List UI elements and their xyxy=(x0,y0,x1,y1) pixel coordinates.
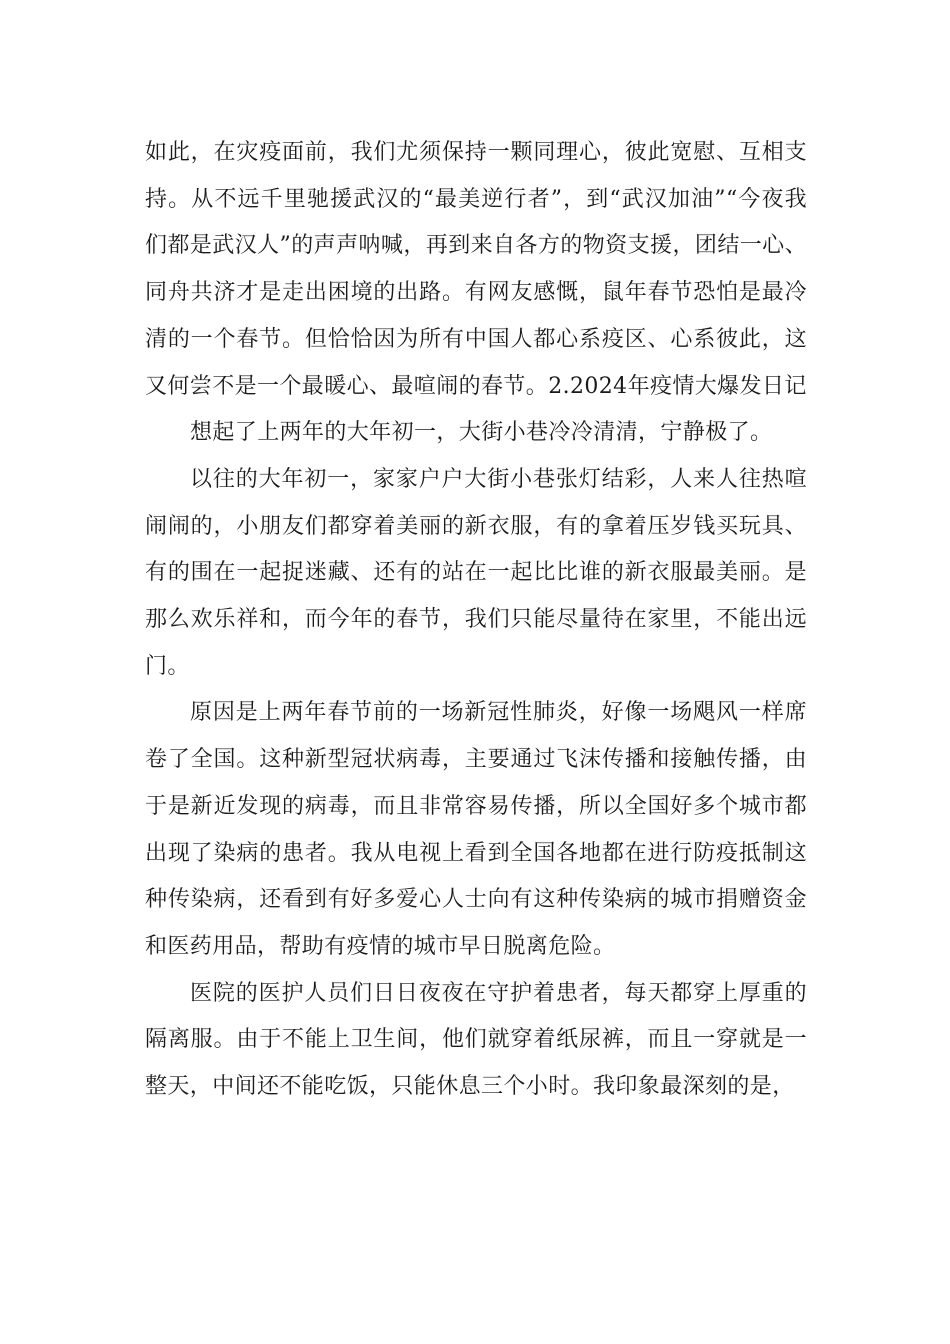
paragraph-5: 医院的医护人员们日日夜夜在守护着患者，每天都穿上厚重的隔离服。由于不能上卫生间，他们就穿着纸尿裤，而且一穿就是一整天，中间还不能吃饭，只能休息三个小时。我印象最深刻的是， xyxy=(145,980,807,1100)
paragraph-3: 以往的大年初一，家家户户大街小巷张灯结彩，人来人往热喧闹闹的，小朋友们都穿着美丽的新衣服，有的拿着压岁钱买玩具、有的围在一起捉迷藏、还有的站在一起比比谁的新衣服最美丽。是那么欢乐祥和，而今年的春节，我们只能尽量待在家里，不能出远门。 xyxy=(145,466,807,679)
paragraph-4: 原因是上两年春节前的一场新冠性肺炎，好像一场飓风一样席卷了全国。这种新型冠状病毒，主要通过飞沫传播和接触传播，由于是新近发现的病毒，而且非常容易传播，所以全国好多个城市都出现了染病的患者。我从电视上看到全国各地都在进行防疫抵制这种传染病，还看到有好多爱心人士向有这种传染病的城市捐赠资金和医药用品，帮助有疫情的城市早日脱离危险。 xyxy=(145,700,807,959)
paragraph-2: 想起了上两年的大年初一，大街小巷冷冷清清，宁静极了。 xyxy=(190,420,773,446)
document-body xyxy=(145,130,807,1111)
paragraph-1: 如此，在灾疫面前，我们尤须保持一颗同理心，彼此宽慰、互相支持。从不远千里驰援武汉的“最美逆行者”，到“武汉加油”“今夜我们都是武汉人”的声声呐喊，再到来自各方的物资支援，团结一心、同舟共济才是走出困境的出路。有网友感慨，鼠年春节恐怕是最冷清的一个春节。但恰恰因为所有中国人都心系疫区、心系彼此，这又何尝不是一个最暖心、最喧闹的春节。2.2024年疫情大爆发日记 xyxy=(145,140,807,399)
